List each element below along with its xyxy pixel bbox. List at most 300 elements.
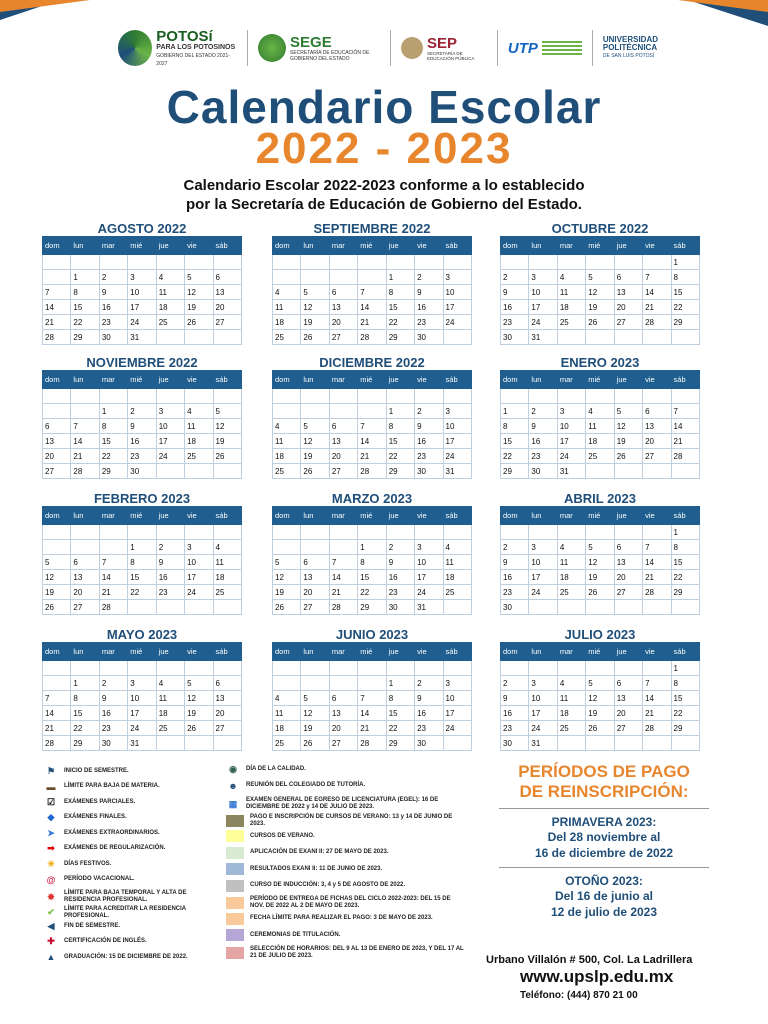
day-cell [671, 736, 699, 751]
utp-logo-stripes [542, 41, 582, 55]
week-row [273, 676, 472, 691]
day-cell: 22 [671, 570, 699, 585]
day-cell [43, 389, 71, 404]
day-cell: 7 [358, 285, 386, 300]
day-cell: 18 [273, 315, 301, 330]
fin-semestre-icon: ◀ [47, 920, 55, 931]
utp-logo-text: UTP [507, 39, 538, 57]
week-row [273, 555, 472, 570]
day-cell: 3 [529, 676, 557, 691]
weekday-header: dom [501, 507, 529, 525]
day-cell: 11 [156, 691, 184, 706]
day-cell: 23 [99, 315, 127, 330]
day-cell [156, 736, 184, 751]
day-cell: 1 [671, 661, 699, 676]
weekday-header: dom [273, 371, 301, 389]
day-cell [273, 255, 301, 270]
week-row [501, 255, 700, 270]
day-cell: 24 [443, 721, 471, 736]
legend-swatch [226, 947, 244, 959]
day-cell: 29 [671, 585, 699, 600]
day-cell: 23 [415, 315, 443, 330]
day-cell: 29 [501, 464, 529, 479]
day-cell: 18 [156, 706, 184, 721]
day-cell: 29 [671, 721, 699, 736]
day-cell [586, 661, 614, 676]
day-cell: 16 [529, 434, 557, 449]
day-cell: 16 [415, 706, 443, 721]
day-cell: 1 [671, 255, 699, 270]
day-cell [671, 330, 699, 345]
day-cell: 24 [529, 585, 557, 600]
weekday-header: jue [156, 371, 184, 389]
day-cell: 30 [501, 736, 529, 751]
day-cell [43, 270, 71, 285]
day-cell: 11 [273, 434, 301, 449]
day-cell: 1 [128, 540, 156, 555]
weekday-header: vie [415, 643, 443, 661]
day-cell: 26 [185, 721, 213, 736]
day-cell [557, 330, 585, 345]
payment-fall-line1: Del 16 de junio al [554, 889, 654, 903]
day-cell [301, 540, 329, 555]
day-cell [586, 330, 614, 345]
day-cell: 25 [273, 330, 301, 345]
day-cell [301, 661, 329, 676]
day-cell [614, 525, 642, 540]
day-cell: 1 [671, 525, 699, 540]
checkbox-icon: ☑ [46, 796, 56, 807]
day-cell: 1 [99, 404, 127, 419]
weekday-header: vie [415, 237, 443, 255]
day-cell: 25 [213, 585, 241, 600]
week-row [501, 661, 700, 676]
week-row [43, 706, 242, 721]
page-title: Calendario Escolar [166, 81, 602, 133]
day-cell: 14 [643, 691, 671, 706]
day-cell: 23 [156, 585, 184, 600]
week-row [43, 525, 242, 540]
weekday-header: lun [301, 371, 329, 389]
upslp-logo-subtext: DE SAN LUIS POTOSÍ [602, 53, 655, 59]
day-cell [529, 525, 557, 540]
day-cell: 13 [614, 691, 642, 706]
payment-spring-line2: 16 de diciembre de 2022 [534, 846, 674, 860]
day-cell: 1 [386, 404, 414, 419]
day-cell: 7 [643, 676, 671, 691]
day-cell: 20 [614, 706, 642, 721]
day-cell [415, 661, 443, 676]
day-cell: 5 [614, 404, 642, 419]
day-cell [156, 600, 184, 615]
day-cell: 14 [358, 434, 386, 449]
day-cell: 3 [443, 270, 471, 285]
weekday-header: vie [415, 371, 443, 389]
legend-label: CURSO DE INDUCCIÓN: 3, 4 y 5 DE AGOSTO DE 2022. [250, 882, 406, 888]
weekday-header: sáb [213, 371, 241, 389]
day-cell [586, 600, 614, 615]
day-cell: 2 [501, 270, 529, 285]
website-link[interactable]: www.upslp.edu.mx [520, 967, 674, 986]
legend-item [44, 906, 214, 920]
week-row [273, 736, 472, 751]
day-cell [71, 404, 99, 419]
day-cell: 25 [273, 464, 301, 479]
day-cell [99, 525, 127, 540]
day-cell [614, 464, 642, 479]
day-cell: 3 [529, 270, 557, 285]
day-cell: 15 [358, 570, 386, 585]
day-cell: 28 [358, 736, 386, 751]
weekday-header: lun [71, 643, 99, 661]
day-cell: 29 [71, 330, 99, 345]
legend-item [226, 929, 466, 941]
day-cell [643, 736, 671, 751]
day-cell [358, 661, 386, 676]
month-table [272, 236, 472, 345]
day-cell: 10 [443, 691, 471, 706]
potosi-emblem-icon [118, 30, 152, 66]
day-cell: 28 [43, 736, 71, 751]
week-row [273, 285, 472, 300]
day-cell: 27 [614, 585, 642, 600]
day-cell [301, 270, 329, 285]
weekday-header: vie [415, 507, 443, 525]
day-cell: 11 [557, 285, 585, 300]
day-cell: 30 [128, 464, 156, 479]
day-cell [43, 255, 71, 270]
day-cell: 28 [671, 449, 699, 464]
day-cell [301, 404, 329, 419]
legend-label: INICIO DE SEMESTRE. [64, 767, 129, 774]
day-cell: 18 [557, 570, 585, 585]
day-cell: 3 [128, 676, 156, 691]
day-cell: 7 [71, 419, 99, 434]
day-cell: 12 [301, 300, 329, 315]
day-cell: 24 [529, 315, 557, 330]
legend-item [226, 946, 466, 960]
day-cell: 9 [156, 555, 184, 570]
month-table [500, 642, 700, 751]
day-cell [71, 540, 99, 555]
day-cell: 31 [529, 736, 557, 751]
day-cell: 19 [586, 570, 614, 585]
week-row [273, 270, 472, 285]
potosi-logo-subtext: PARA LOS POTOSINOS [156, 43, 236, 51]
day-cell: 17 [443, 706, 471, 721]
day-cell: 6 [329, 691, 357, 706]
week-row [501, 585, 700, 600]
day-cell: 24 [557, 449, 585, 464]
legend-label: LÍMITE PARA ACREDITAR LA RESIDENCIA PROFESIONAL. [64, 905, 186, 919]
day-cell: 15 [501, 434, 529, 449]
day-cell: 15 [671, 555, 699, 570]
month-calendar [272, 628, 472, 751]
chevron-icon: ➤ [47, 827, 55, 838]
day-cell [301, 255, 329, 270]
weekday-header: jue [386, 371, 414, 389]
legend-item [44, 828, 214, 838]
day-cell [99, 255, 127, 270]
day-cell [273, 525, 301, 540]
day-cell: 28 [71, 464, 99, 479]
day-cell [643, 255, 671, 270]
day-cell [386, 389, 414, 404]
day-cell: 9 [415, 285, 443, 300]
day-cell: 7 [643, 540, 671, 555]
day-cell [415, 525, 443, 540]
day-cell: 5 [586, 540, 614, 555]
day-cell: 29 [358, 600, 386, 615]
day-cell: 14 [358, 706, 386, 721]
day-cell [443, 525, 471, 540]
day-cell: 8 [386, 691, 414, 706]
day-cell: 26 [586, 721, 614, 736]
weekday-header: mar [99, 643, 127, 661]
day-cell: 5 [586, 270, 614, 285]
day-cell: 4 [273, 419, 301, 434]
day-cell: 4 [557, 540, 585, 555]
day-cell [185, 600, 213, 615]
day-cell [443, 736, 471, 751]
day-cell: 13 [329, 300, 357, 315]
day-cell [386, 525, 414, 540]
month-name: MARZO 2023 [331, 491, 413, 506]
day-cell [443, 330, 471, 345]
day-cell: 31 [128, 736, 156, 751]
page-subtitle [0, 176, 768, 214]
day-cell: 21 [358, 721, 386, 736]
day-cell: 22 [71, 315, 99, 330]
weekday-header: sáb [443, 643, 471, 661]
day-cell: 20 [71, 585, 99, 600]
month-table [500, 370, 700, 479]
day-cell: 22 [501, 449, 529, 464]
month-table [500, 236, 700, 345]
legend-swatch [226, 863, 244, 875]
month-calendar [272, 222, 472, 345]
weekday-header: lun [71, 237, 99, 255]
sep-logo-text: SEP [426, 34, 457, 52]
weekday-header: mar [99, 237, 127, 255]
ceneval-icon: ▦ [228, 798, 238, 809]
day-cell: 4 [156, 676, 184, 691]
day-cell: 17 [415, 570, 443, 585]
day-cell: 22 [358, 585, 386, 600]
day-cell: 20 [614, 570, 642, 585]
graduation-cap-icon: ▲ [46, 952, 56, 962]
logo-divider [592, 30, 593, 66]
day-cell: 18 [213, 570, 241, 585]
day-cell: 15 [71, 300, 99, 315]
day-cell [128, 600, 156, 615]
payment-fall-title: OTOÑO 2023: [565, 874, 643, 888]
sege-logo [258, 24, 380, 72]
week-row [273, 661, 472, 676]
legend-label: SELECCIÓN DE HORARIOS: DEL 9 AL 13 DE ENERO DE 2023, Y DEL 17 AL 21 DE JULIO DE 2023. [250, 945, 464, 959]
day-cell [614, 330, 642, 345]
day-cell [386, 255, 414, 270]
legend-item [44, 859, 214, 869]
day-cell: 11 [557, 555, 585, 570]
day-cell: 15 [386, 300, 414, 315]
day-cell: 22 [386, 315, 414, 330]
day-cell: 11 [185, 419, 213, 434]
legend-item [44, 937, 214, 947]
day-cell: 18 [443, 570, 471, 585]
day-cell: 10 [156, 419, 184, 434]
day-cell: 2 [386, 540, 414, 555]
legend-item [226, 781, 466, 791]
weekday-header: sáb [213, 643, 241, 661]
upslp-logo-text2: POLITÉCNICA [602, 43, 658, 52]
legend-item [44, 921, 214, 931]
day-cell: 2 [415, 270, 443, 285]
logo-divider [497, 30, 498, 66]
week-row [501, 404, 700, 419]
day-cell [185, 525, 213, 540]
month-name: ENERO 2023 [560, 355, 640, 370]
day-cell: 23 [128, 449, 156, 464]
day-cell: 18 [557, 300, 585, 315]
day-cell: 14 [671, 419, 699, 434]
payment-title-line1: PERÍODOS DE PAGO [518, 762, 690, 781]
weekday-header: vie [185, 371, 213, 389]
day-cell [329, 255, 357, 270]
day-cell [43, 676, 71, 691]
day-cell: 20 [213, 706, 241, 721]
week-row [273, 255, 472, 270]
weekday-header: sáb [671, 371, 699, 389]
weekday-header: mié [358, 237, 386, 255]
day-cell: 17 [529, 706, 557, 721]
day-cell: 28 [329, 600, 357, 615]
subtitle-line2: por la Secretaría de Educación de Gobierno del Estado. [186, 196, 582, 213]
day-cell: 8 [99, 419, 127, 434]
week-row [43, 449, 242, 464]
week-row [43, 404, 242, 419]
week-row [273, 570, 472, 585]
weekday-header: mié [358, 371, 386, 389]
day-cell: 7 [643, 270, 671, 285]
day-cell: 14 [99, 570, 127, 585]
day-cell: 4 [443, 540, 471, 555]
day-cell: 14 [43, 706, 71, 721]
weekday-header: jue [614, 507, 642, 525]
week-row [273, 691, 472, 706]
legend-label: LÍMITE PARA BAJA TEMPORAL Y ALTA DE RESIDENCIA PROFESIONAL. [64, 890, 187, 903]
legend-label: RESULTADOS EXANI II: 11 DE JUNIO DE 2023. [250, 865, 383, 872]
day-cell: 1 [71, 270, 99, 285]
day-cell: 8 [671, 676, 699, 691]
legend-item [226, 814, 466, 828]
day-cell: 20 [614, 300, 642, 315]
weekday-header: lun [529, 643, 557, 661]
weekday-header: mié [586, 371, 614, 389]
day-cell: 8 [671, 270, 699, 285]
legend-label: CURSOS DE VERANO. [250, 832, 315, 839]
day-cell [273, 270, 301, 285]
day-cell [71, 525, 99, 540]
day-cell: 14 [71, 434, 99, 449]
calidad-seal-icon: ◉ [229, 763, 237, 774]
day-cell [213, 661, 241, 676]
day-cell [443, 389, 471, 404]
day-cell [185, 255, 213, 270]
day-cell [273, 404, 301, 419]
day-cell: 3 [443, 404, 471, 419]
day-cell: 18 [185, 434, 213, 449]
week-row [501, 449, 700, 464]
day-cell: 24 [443, 315, 471, 330]
weekday-header: sáb [213, 237, 241, 255]
day-cell [329, 389, 357, 404]
day-cell: 27 [329, 464, 357, 479]
arrow-right-icon: ➡ [47, 843, 55, 853]
week-row [43, 255, 242, 270]
weekday-header: mié [586, 507, 614, 525]
day-cell [71, 661, 99, 676]
weekday-header: mié [358, 643, 386, 661]
day-cell [329, 661, 357, 676]
day-cell: 15 [386, 434, 414, 449]
day-cell: 10 [185, 555, 213, 570]
day-cell [156, 464, 184, 479]
day-cell [128, 661, 156, 676]
day-cell: 17 [557, 434, 585, 449]
day-cell: 20 [329, 449, 357, 464]
week-row [501, 300, 700, 315]
day-cell: 21 [99, 585, 127, 600]
day-cell [586, 255, 614, 270]
day-cell: 21 [329, 585, 357, 600]
day-cell: 30 [415, 330, 443, 345]
day-cell: 18 [273, 721, 301, 736]
day-cell [415, 389, 443, 404]
day-cell: 7 [99, 555, 127, 570]
day-cell: 27 [43, 464, 71, 479]
day-cell: 19 [614, 434, 642, 449]
day-cell [358, 525, 386, 540]
payment-title-line2: DE REINSCRIPCIÓN: [519, 782, 689, 801]
day-cell [614, 661, 642, 676]
sep-seal-icon [401, 37, 423, 59]
weekday-header: lun [301, 643, 329, 661]
day-cell: 22 [71, 721, 99, 736]
day-cell: 6 [329, 419, 357, 434]
month-name: ABRIL 2023 [563, 491, 636, 506]
day-cell [156, 525, 184, 540]
day-cell: 16 [501, 706, 529, 721]
day-cell: 13 [614, 285, 642, 300]
day-cell: 9 [415, 691, 443, 706]
payment-divider [499, 867, 709, 868]
day-cell: 4 [557, 270, 585, 285]
inicio-semestre-flag-icon: ⚑ [46, 765, 56, 776]
weekday-header: vie [185, 507, 213, 525]
day-cell [185, 389, 213, 404]
day-cell: 14 [329, 570, 357, 585]
legend-item [226, 830, 466, 842]
weekday-header: sáb [443, 371, 471, 389]
weekday-header: mié [128, 643, 156, 661]
day-cell: 30 [99, 330, 127, 345]
weekday-header: lun [529, 237, 557, 255]
day-cell: 30 [501, 330, 529, 345]
weekday-header: dom [501, 371, 529, 389]
day-cell: 25 [443, 585, 471, 600]
legend-label: DÍA DE LA CALIDAD. [246, 765, 306, 772]
